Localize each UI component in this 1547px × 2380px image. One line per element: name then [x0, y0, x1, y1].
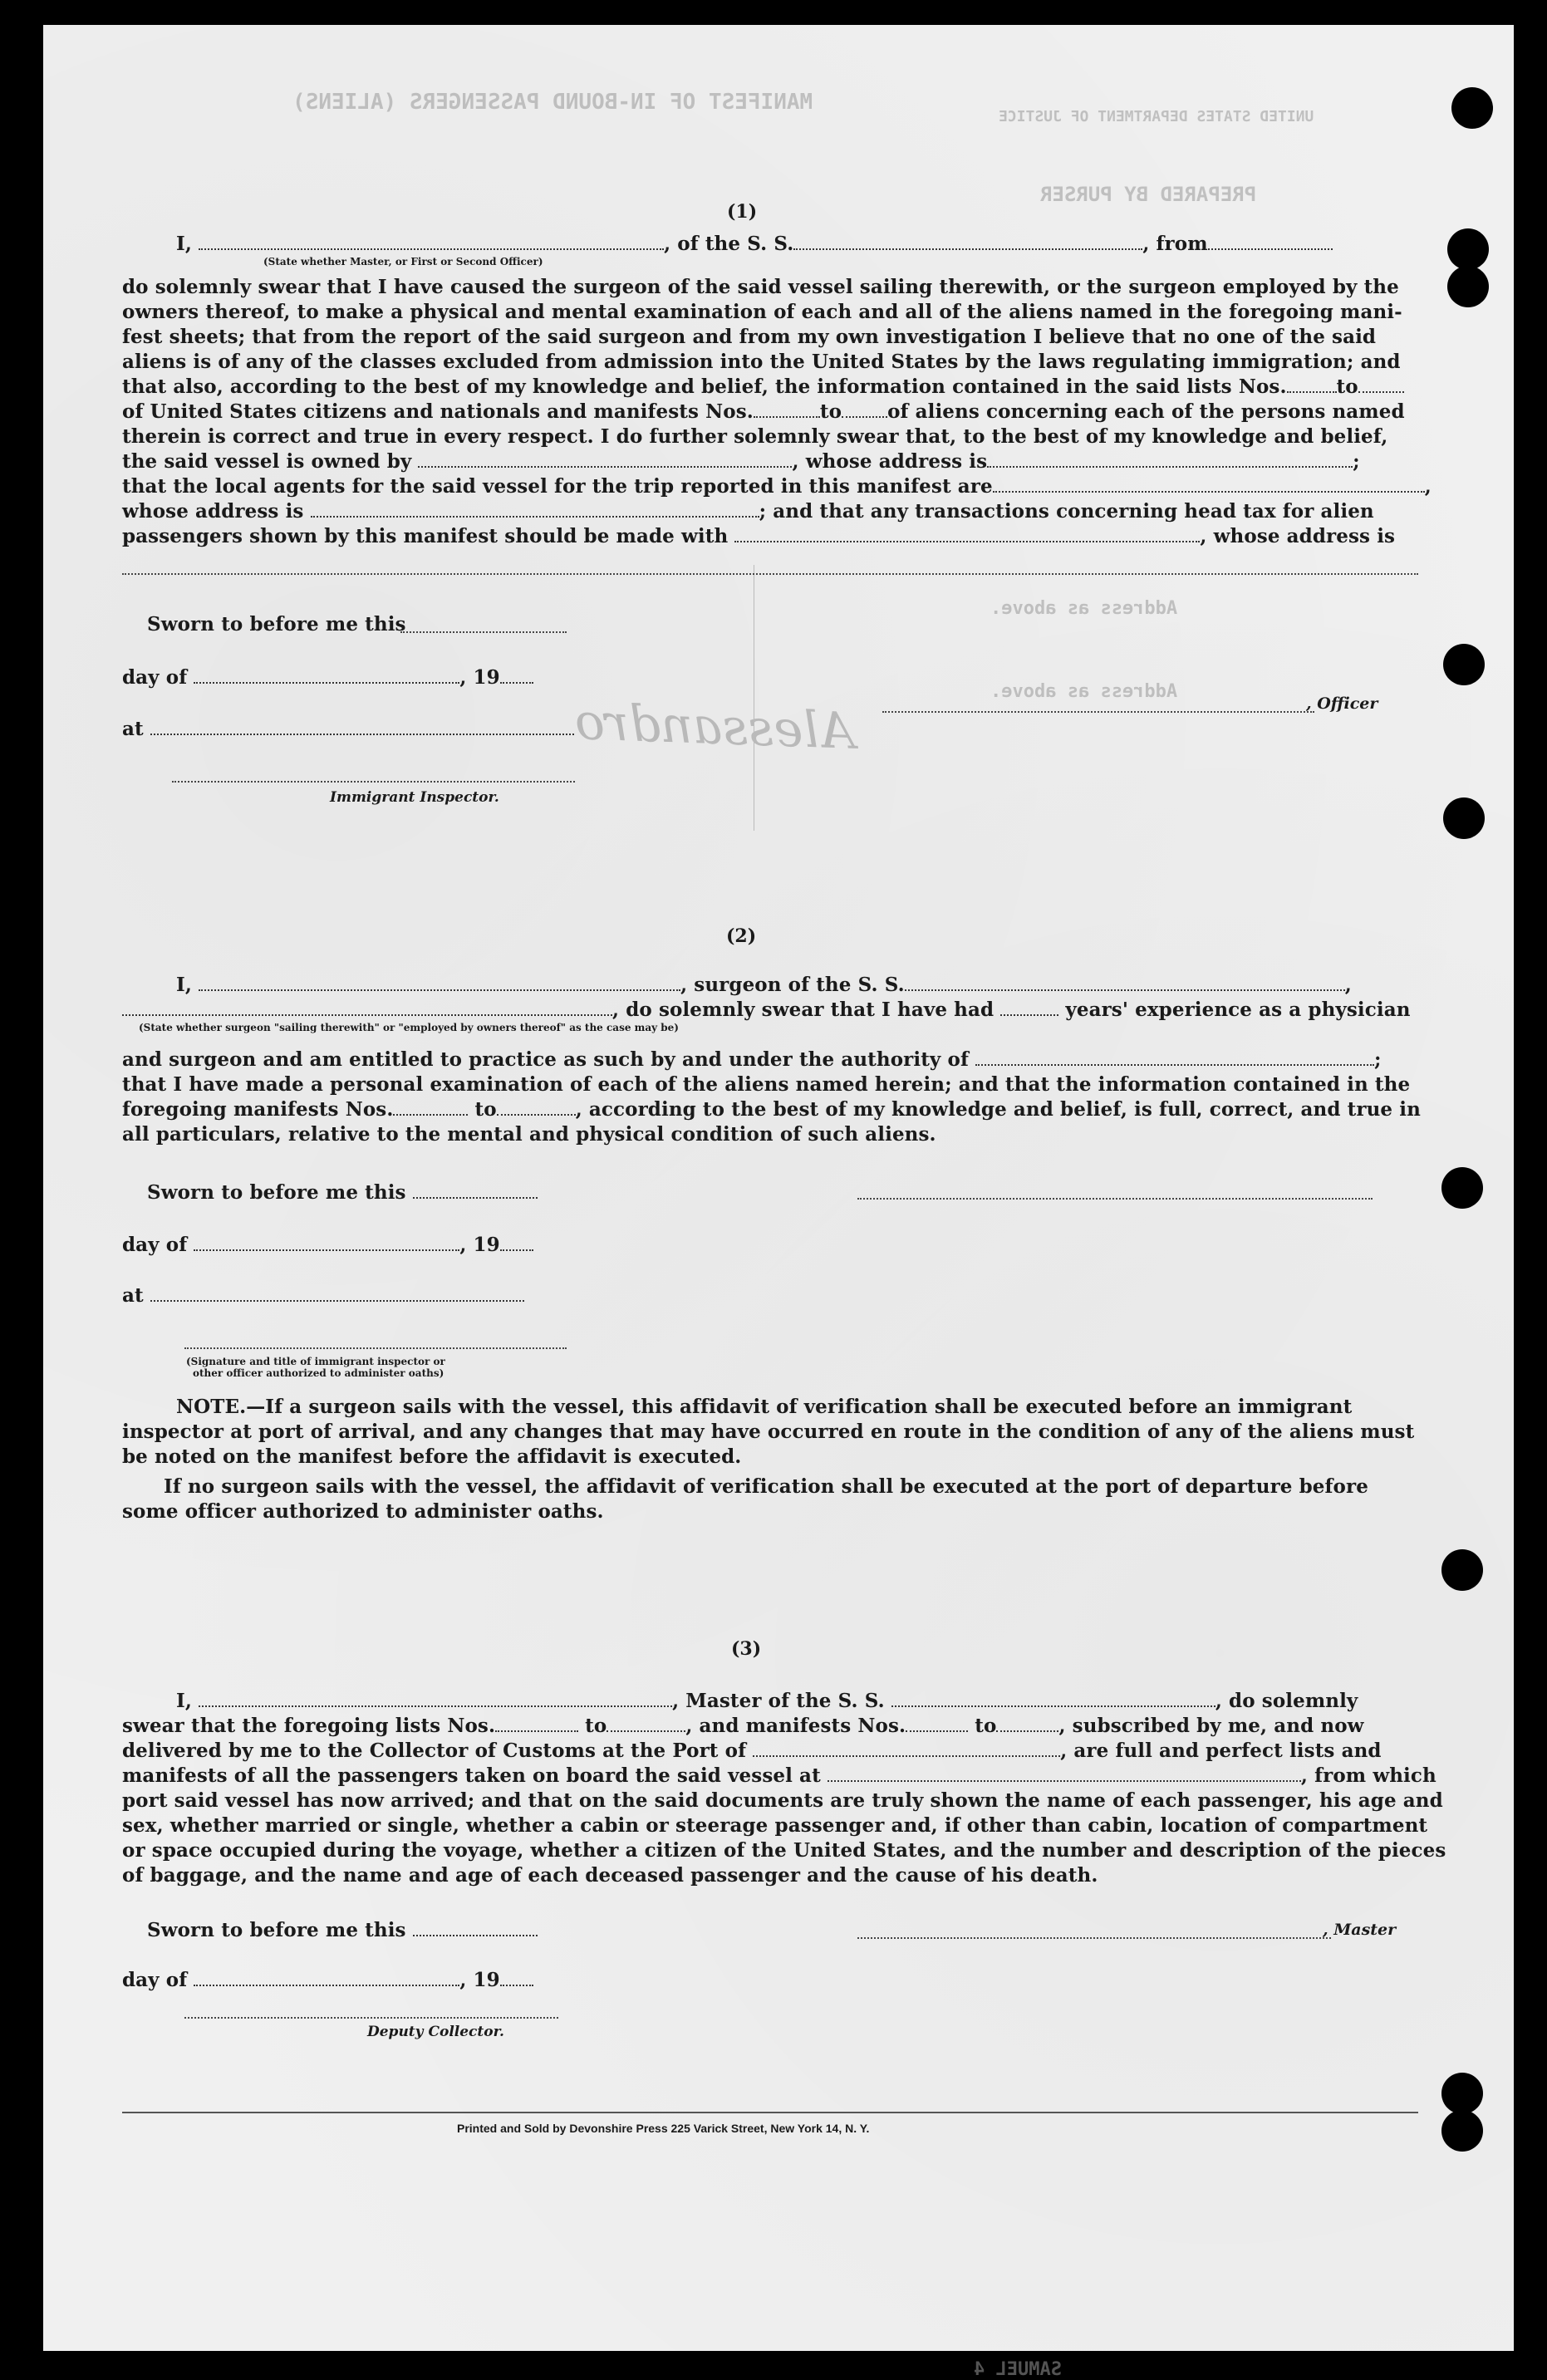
separator [122, 573, 1418, 575]
note-line: NOTE.—If a surgeon sails with the vessel, this affidavit of verification shall be executed before an immigrant [176, 1396, 1353, 1418]
bleedthrough-text: SAMUEL 4 [974, 2359, 1062, 2380]
section-2-line-1: I, , surgeon of the S. S. , [176, 974, 1352, 996]
section-3-line-1: I, , Master of the S. S. , do solemnly [176, 1690, 1358, 1712]
inspector-signature-field [184, 1347, 567, 1349]
at-line: at [122, 1284, 524, 1307]
deputy-label: Deputy Collector. [367, 2024, 504, 2040]
section-1-para-line: fest sheets; that from the report of the said surgeon and from my own investigation I believe that no one of the said [122, 326, 1377, 348]
officer-signature-field [882, 711, 1314, 713]
section-3-number: (3) [731, 1638, 762, 1660]
section-3-para-line: port said vessel has now arrived; and that on the said documents are truly shown the name of each passenger, his age and [122, 1789, 1443, 1812]
section-3-line-3: delivered by me to the Collector of Customs at the Port of , are full and perfect lists and [122, 1740, 1382, 1762]
sworn-label: Sworn to before me this [147, 1181, 538, 1204]
surgeon-signature-field [857, 1198, 1373, 1200]
collector-signature-field [184, 2017, 558, 2019]
officer-note: (State whether Master, or First or Second Officer) [263, 256, 543, 267]
section-3-line-4: manifests of all the passengers taken on board the said vessel at , from which [122, 1764, 1436, 1787]
note-line: be noted on the manifest before the affidavit is executed. [122, 1445, 742, 1468]
bleedthrough-text: UNITED STATES DEPARTMENT OF JUSTICE [999, 108, 1314, 125]
section-3-para-line: or space occupied during the voyage, whether a citizen of the United States, and the number and description of the pieces [122, 1839, 1446, 1862]
section-3-para-line: of baggage, and the name and age of each deceased passenger and the cause of his death. [122, 1864, 1098, 1887]
section-2-line-6: all particulars, relative to the mental and physical condition of such aliens. [122, 1123, 936, 1146]
section-2-number: (2) [726, 925, 757, 947]
section-2-line-2: , do solemnly swear that I have had years' experience as a physician [122, 999, 1411, 1021]
section-1-para-line: that also, according to the best of my knowledge and belief, the information contained in the said lists Nos. to [122, 375, 1404, 398]
note-line: some officer authorized to administer oaths. [122, 1500, 604, 1523]
sworn-day-field [400, 631, 567, 633]
section-1-para-line: do solemnly swear that I have caused the surgeon of the said vessel sailing therewith, or the surgeon employed by the [122, 276, 1399, 298]
punch-hole [1447, 266, 1489, 307]
sworn-label: Sworn to before me this [147, 1919, 538, 1941]
sworn-label: Sworn to before me this [147, 613, 406, 635]
manifest-back-page [43, 25, 1514, 2380]
master-signature-field [857, 1937, 1331, 1939]
day-of-line: day of , 19 [122, 1234, 533, 1256]
section-1-para-line: therein is correct and true in every respect. I do further solemnly swear that, to the best of my knowledge and belief, [122, 425, 1388, 448]
bleedthrough-text: MANIFEST OF IN-BOUND PASSENGERS (ALIENS) [292, 90, 813, 115]
section-1-number: (1) [727, 201, 758, 223]
section-1-line-1: I, , of the S. S. , from [176, 233, 1333, 255]
punch-hole [1443, 644, 1485, 685]
inspector-signature-field [172, 781, 575, 783]
day-of-line: day of , 19 [122, 666, 533, 689]
at-line: at [122, 718, 574, 740]
punch-hole [1443, 797, 1485, 839]
signature-note: other officer authorized to administer oaths) [193, 1367, 444, 1379]
punch-hole [1447, 228, 1489, 270]
section-3-line-2: swear that the foregoing lists Nos. to , and manifests Nos. to , subscribed by me, and now [122, 1715, 1364, 1737]
signature-note: (Signature and title of immigrant inspector or [186, 1356, 445, 1367]
note-line: If no surgeon sails with the vessel, the affidavit of verification shall be executed at the port of departure before [164, 1475, 1368, 1498]
section-2-line-4: that I have made a personal examination of each of the aliens named herein; and that the information contained in the [122, 1073, 1411, 1096]
punch-hole [1441, 2110, 1483, 2152]
punch-hole [1441, 1167, 1483, 1209]
section-2-line-3: and surgeon and am entitled to practice as such by and under the authority of ; [122, 1048, 1382, 1071]
inspector-label: Immigrant Inspector. [330, 789, 499, 806]
section-1-para-line: passengers shown by this manifest should be made with , whose address is [122, 525, 1396, 547]
punch-hole [1441, 1549, 1483, 1591]
master-label: , Master [1323, 1921, 1397, 1939]
section-1-para-line: of United States citizens and nationals and manifests Nos. to of aliens concerning each of the persons named [122, 400, 1405, 423]
printer-credit: Printed and Sold by Devonshire Press 225 Varick Street, New York 14, N. Y. [457, 2122, 870, 2135]
bleedthrough-text: Address as above. [990, 598, 1178, 619]
section-1-para-line: the said vessel is owned by , whose address is ; [122, 450, 1360, 473]
note-line: inspector at port of arrival, and any changes that may have occurred en route in the condition of any of the aliens must [122, 1421, 1415, 1443]
section-1-para-line: aliens is of any of the classes excluded from admission into the United States by the laws regulating immigration; and [122, 351, 1401, 373]
bleedthrough-signature: Alessandro [573, 693, 857, 761]
punch-hole [1441, 2073, 1483, 2114]
section-1-para-line: whose address is ; and that any transactions concerning head tax for alien [122, 500, 1374, 523]
punch-hole [1451, 87, 1493, 129]
bleedthrough-text: PREPARED BY PURSER [1040, 183, 1257, 206]
section-1-para-line: owners thereof, to make a physical and mental examination of each and all of the aliens named in the foregoing mani- [122, 301, 1402, 323]
bleedthrough-text: Address as above. [990, 681, 1178, 702]
day-of-line: day of , 19 [122, 1969, 533, 1991]
section-1-para-line: that the local agents for the said vessel for the trip reported in this manifest are , [122, 475, 1432, 498]
surgeon-note: (State whether surgeon "sailing therewith" or "employed by owners thereof" as the case may be) [139, 1022, 679, 1033]
officer-label: , Officer [1306, 694, 1378, 713]
section-3-para-line: sex, whether married or single, whether a cabin or steerage passenger and, if other than cabin, location of compartment [122, 1814, 1428, 1837]
footer-rule [122, 2112, 1418, 2113]
section-2-line-5: foregoing manifests Nos. to , according to the best of my knowledge and belief, is full, correct, and true in [122, 1098, 1421, 1121]
